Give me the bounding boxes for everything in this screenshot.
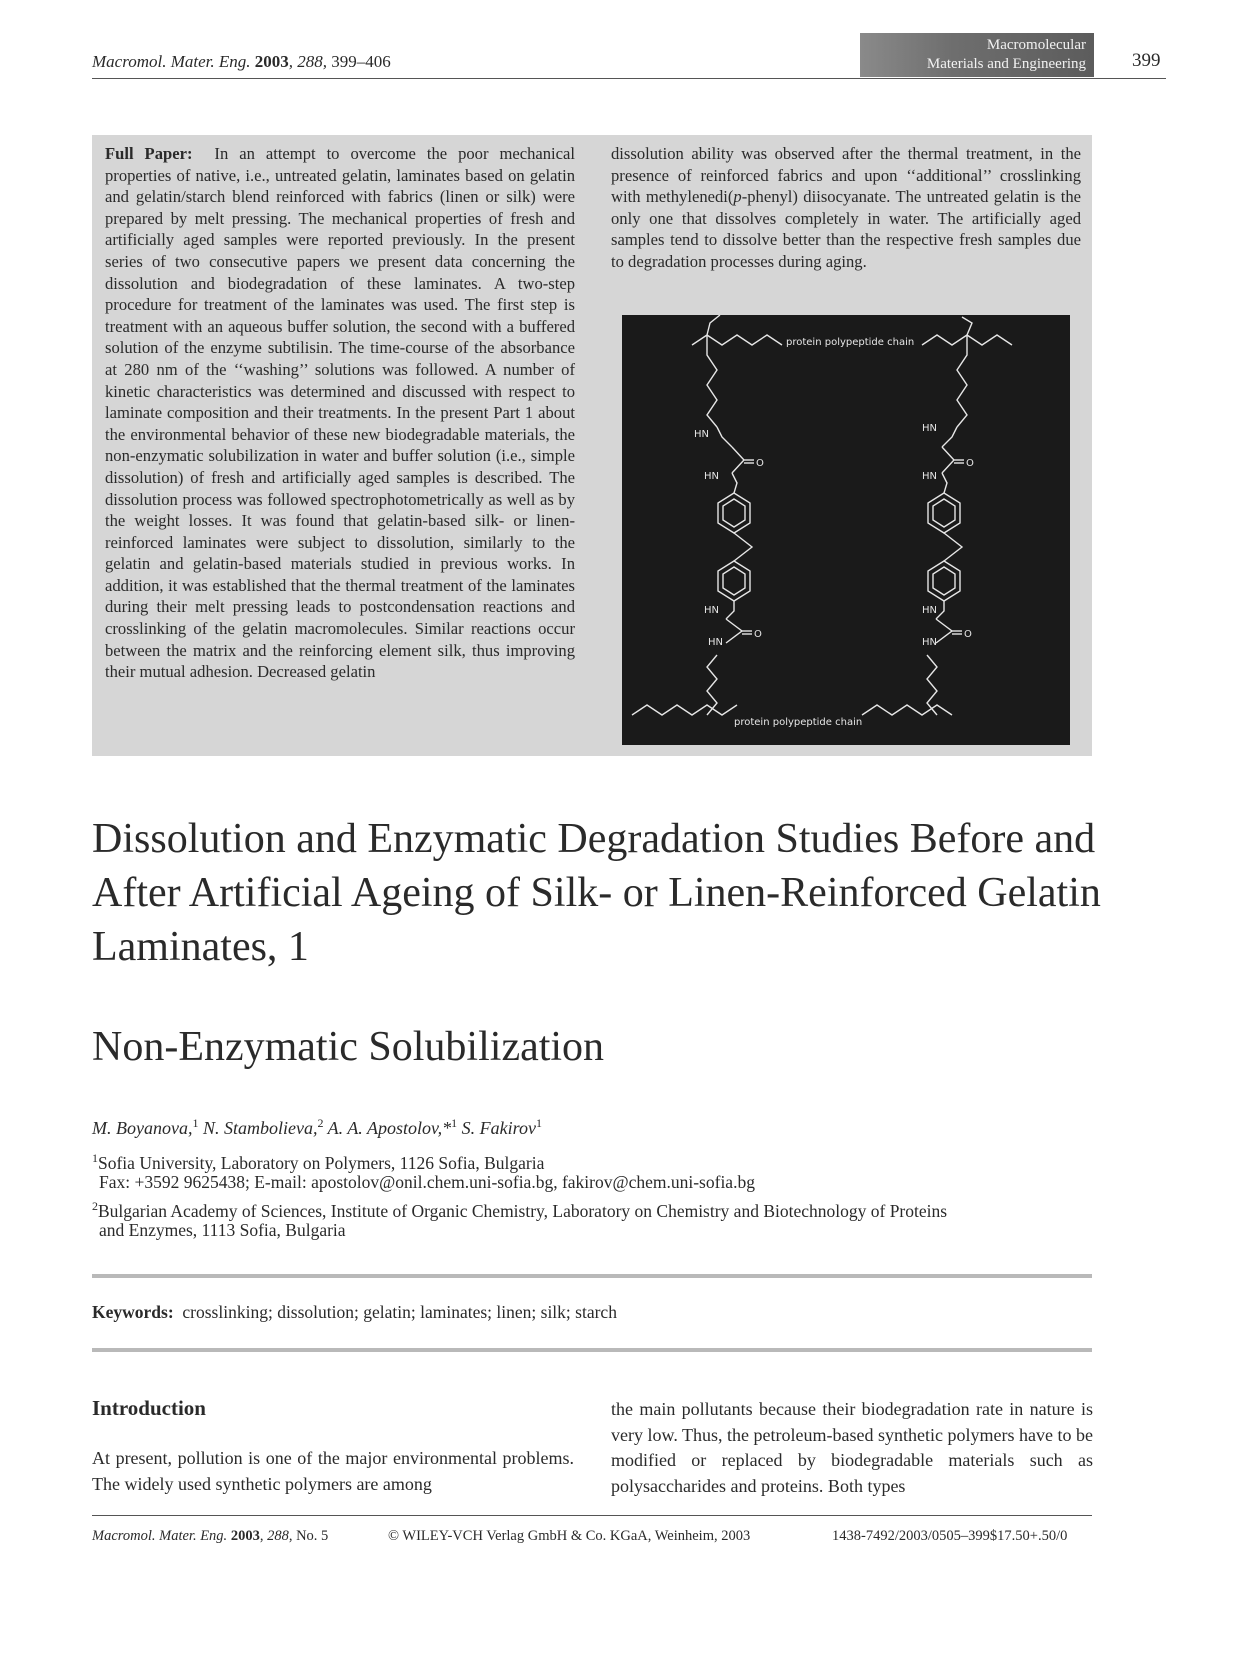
right-hn-2: HN <box>922 471 937 482</box>
introduction-column-2: the main pollutants because their biodegradation rate in nature is very low. Thus, the petroleum-based synthetic polymers have to be modified or replaced by biodegradable materials such as polysaccharides and proteins. Both types <box>611 1399 1093 1496</box>
logo-line-1: Macromolecular <box>986 37 1086 53</box>
header-rule <box>92 78 1166 79</box>
left-hn-2: HN <box>704 471 719 482</box>
author-1-affil: 1 <box>192 1116 199 1130</box>
left-o-1: O <box>756 458 764 469</box>
article-subtitle: Non-Enzymatic Solubilization <box>92 1024 605 1070</box>
affiliation-2-line-1: $^2$Bulgarian Academy of Sciences, Institute of Organic Chemistry, Laboratory on Chemistry and Biotechnology of Proteins <box>92 1199 948 1221</box>
introduction-column-1: At present, pollution is one of the major environmental problems. The widely used synthetic polymers are among <box>92 1448 574 1494</box>
abstract-text-1: In an attempt to overcome the poor mechanical properties of native, i.e., untreated gelatin, laminates based on gelatin and gelatin/starch blend reinforced with fabrics (linen or silk) were prepared by melt pressing. The mechanical properties of fresh and artificially aged samples were reported previously. In the present series of two consecutive papers we present data concerning the dissolution and biodegradation of these laminates. A two-step procedure for treatment of the laminates was used. The first step is treatment with an aqueous buffer solution, the second with a buffered solution of the enzyme subtilisin. The time-course of the absorbance at 280 nm of the ‘‘washing’’ solutions was followed. A number of kinetic characteristics was determined and discussed with respect to laminate composition and their treatments. In the present Part 1 about the environmental behavior of these new biodegradable materials, the non-enzymatic solubilization in water and buffer solution (i.e., simple dissolution) of fresh and artificially aged samples is described. The dissolution process was followed spectrophotometrically as well as by the weight losses. It was found that gelatin-based silk- or linen-reinforced laminates were subject to dissolution, similarly to the gelatin and gelatin-based materials studied in previous works. In addition, it was established that the thermal treatment of the laminates during their melt pressing leads to postcondensation reactions and crosslinking of the gelatin macromolecules. Similar reactions occur between the matrix and the reinforcing element silk, thus improving their mutual adhesion. Decreased gelatin <box>105 144 576 682</box>
abstract-text-2-italic: p <box>733 187 742 207</box>
keywords <box>92 1302 617 1323</box>
left-urea-2 <box>726 619 742 643</box>
footer-volume: 288 <box>267 1528 289 1544</box>
affiliation-1-line-1: $^1$Sofia University, Laboratory on Polymers, 1126 Sofia, Bulgaria <box>92 1151 545 1173</box>
keywords-label: Keywords: <box>92 1302 174 1322</box>
right-urea-1 <box>942 447 954 473</box>
left-methylene <box>734 533 752 561</box>
crosslink-structure-diagram <box>622 315 1070 745</box>
left-hn-bond-1 <box>717 427 732 447</box>
right-methylene <box>944 533 962 561</box>
abstract-text-2a: dissolution ability was observed after the thermal treatment, in the presence of reinforced fabrics and upon ‘‘additional’’ crosslinking with methylenedi( <box>611 144 1081 207</box>
keywords-text: crosslinking; dissolution; gelatin; laminates; linen; silk; starch <box>182 1302 617 1322</box>
logo-line-2: Materials and Engineering <box>926 56 1086 72</box>
footer-copyright: © WILEY-VCH Verlag GmbH & Co. KGaA, Weinheim, 2003 <box>388 1528 751 1544</box>
abstract-label: Full Paper: <box>105 144 193 163</box>
chemical-scheme <box>622 315 1070 745</box>
author-list <box>92 1116 542 1139</box>
right-o-1: O <box>966 458 974 469</box>
right-hn-bond-1 <box>942 427 957 447</box>
footer-rule <box>92 1515 1092 1516</box>
keywords-rule-top <box>92 1274 1092 1278</box>
footer-citation: Macromol. Mater. Eng. 2003, 288, No. 5 <box>92 1528 329 1544</box>
article-title: Dissolution and Enzymatic Degradation Studies Before and After Artificial Ageing of Silk- or Linen-Reinforced Gelatin Laminates, 1 <box>92 816 1101 970</box>
author-2-affil: 2 <box>317 1116 324 1130</box>
left-hn-4: HN <box>708 637 723 648</box>
author-2: N. Stambolieva, <box>198 1118 318 1138</box>
page-number: 399 <box>1132 50 1161 71</box>
journal-abbrev: Macromol. Mater. Eng. <box>92 52 251 71</box>
bottom-chain-right <box>862 705 952 715</box>
left-urea-1 <box>732 447 744 473</box>
right-ring-link-2 <box>936 601 944 619</box>
right-side-chain-top <box>957 335 967 427</box>
introduction-heading: Introduction <box>92 1396 206 1420</box>
affiliation-1-line-2: Fax: +3592 9625438; E-mail: apostolov@onil.chem.uni-sofia.bg, fakirov@chem.uni-sofia.bg <box>99 1172 755 1192</box>
label-top-chain: protein polypeptide chain <box>786 337 915 348</box>
abstract-column-2 <box>611 143 1081 273</box>
author-1: M. Boyanova, <box>92 1118 193 1138</box>
author-4-affil: 1 <box>535 1116 542 1130</box>
left-side-chain-top <box>707 335 717 427</box>
journal-logo <box>860 33 1094 77</box>
affiliation-2-marker: 2 <box>92 1199 98 1213</box>
right-benzene-inner-1 <box>933 499 955 527</box>
top-chain-stub-left <box>707 315 720 335</box>
author-3-affil: 1 <box>451 1116 458 1130</box>
affiliation-1-marker: 1 <box>92 1151 98 1165</box>
label-bottom-chain: protein polypeptide chain <box>734 717 863 728</box>
running-header: Macromol. Mater. Eng. 2003, 288, 399–406 <box>92 52 391 71</box>
top-chain-stub-right <box>962 317 972 335</box>
left-ring-link-2 <box>726 601 734 619</box>
author-4: S. Fakirov <box>457 1118 536 1138</box>
footer-issue: , No. 5 <box>288 1528 329 1544</box>
keywords-rule-bottom <box>92 1348 1092 1352</box>
journal-year: 2003 <box>254 52 289 71</box>
footer-journal: Macromol. Mater. Eng. <box>92 1528 228 1544</box>
journal-pages: 399–406 <box>331 52 391 71</box>
right-hn-4: HN <box>922 637 937 648</box>
right-benzene-inner-2 <box>933 567 955 595</box>
top-chain-left <box>692 335 782 345</box>
left-benzene-inner-2 <box>723 567 745 595</box>
footer-code: 1438-7492/2003/0505–399$17.50+.50/0 <box>832 1528 1068 1544</box>
right-urea-2 <box>936 619 952 643</box>
right-hn-3: HN <box>922 605 937 616</box>
left-hn-1: HN <box>694 429 709 440</box>
footer-year: 2003 <box>230 1528 260 1544</box>
right-o-2: O <box>964 629 972 640</box>
bottom-chain-left <box>632 705 737 715</box>
left-benzene-inner-1 <box>723 499 745 527</box>
left-hn-3: HN <box>704 605 719 616</box>
left-o-2: O <box>754 629 762 640</box>
right-hn-1: HN <box>922 423 937 434</box>
journal-volume: 288 <box>297 52 323 71</box>
affiliation-2-line-2: and Enzymes, 1113 Sofia, Bulgaria <box>99 1220 346 1240</box>
abstract-text-2b: -phenyl) diisocyanate. The untreated gelatin is the only one that dissolves completely in water. The artificially aged samples tend to dissolve better than the respective fresh samples due to degradation processes during aging. <box>611 187 1081 271</box>
right-ring-link-1 <box>942 473 947 493</box>
author-3: A. A. Apostolov,* <box>323 1118 452 1138</box>
left-ring-link-1 <box>732 473 737 493</box>
abstract-column-1 <box>105 143 575 683</box>
